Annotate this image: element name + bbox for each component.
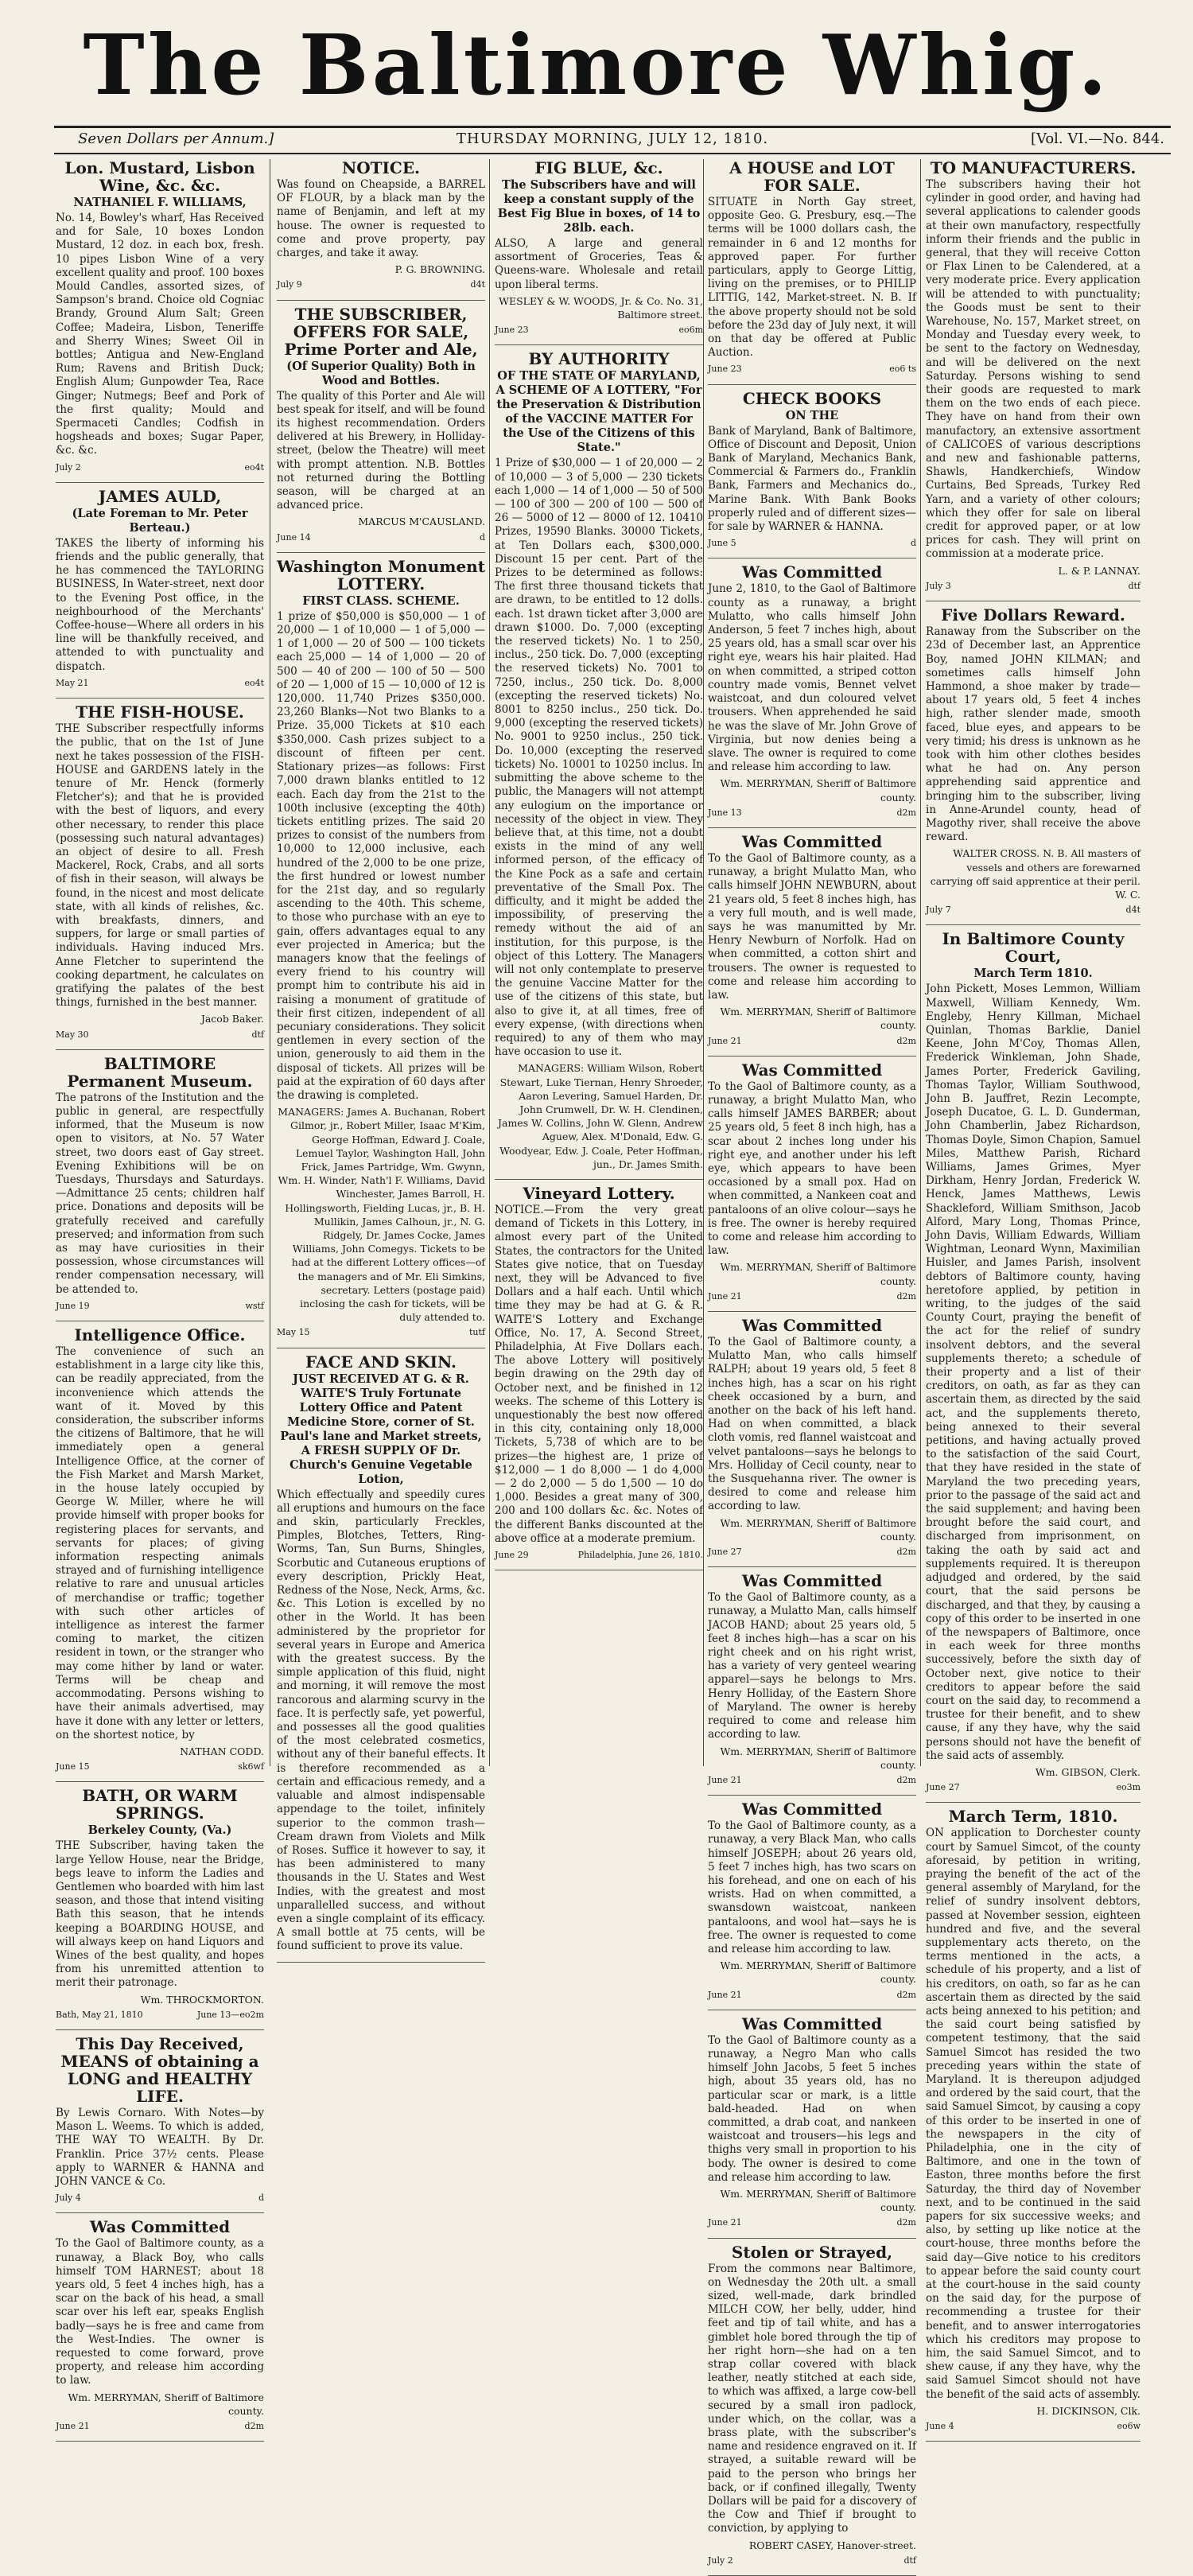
ad-body: June 2, 1810, to the Gaol of Baltimore county as a runaway, a bright Mulatto, who calls himself John Anderson, 5 feet 7 inches high, about 25 years old, has a small scar over his right eye, wears his hair plaited. Had on when committed, a striped cotton country made vomis, Bennet velvet waistcoat, and dun coloured velvet trousers. When apprehended he said he was the slave of Mr. John Grove of Virginia, but now denies being a slave. The owner is required to come and release him according to law. [708, 582, 916, 774]
ad-separator [277, 1962, 485, 1963]
advertisement [926, 606, 1141, 916]
ad-date: June 4 [926, 2421, 954, 2432]
ad-body: To the Gaol of Baltimore county, as a runaway, a bright Mulatto Man, who calls himself JAMES BARBER; about 25 years old, 5 feet 8 inch high, has a scar about 2 inches long under his right eye, and another under his left eye, which appears to have been occasioned by a small pox. Had on when committed, a Nankeen coat and pantaloons of an olive colour—says he is free. The owner is hereby required to come and release him according to law. [708, 1080, 916, 1258]
ad-code: eo6 ts [889, 364, 916, 375]
advertisement [277, 558, 485, 1340]
ad-separator [56, 2029, 264, 2030]
ad-body: To the Gaol of Baltimore county, as a runaway, a Black Boy, who calls himself TOM HARNEST; about 18 years old, 5 feet 4 inches high, has a scar on the back of his head, a small scar over his left ear, speaks English badly—says he is free and came from the West-Indies. The owner is requested to come forward, prove property, and release him according to law. [56, 2237, 264, 2387]
ad-title: BY AUTHORITY [528, 349, 670, 369]
advertisement [708, 1572, 916, 1787]
ad-subtitle: OF THE STATE OF MARYLAND, A SCHEME OF A LOTTERY, "For the Preservation & Distribution of the VACCINE MATTER For the Use of the Citizens of this State." [495, 369, 702, 455]
subscription-price: Seven Dollars per Annum.] [78, 130, 274, 147]
ad-separator [56, 2441, 264, 2442]
ad-code: d2m [896, 807, 916, 818]
ad-separator [708, 384, 916, 385]
advertisement [708, 1317, 916, 1558]
column-4 [708, 158, 916, 2566]
ad-title: FIG BLUE, &c. [534, 158, 663, 177]
ad-code: d2m [244, 2421, 264, 2432]
ad-title: Was Committed [741, 2014, 883, 2033]
ad-date: June 21 [708, 2217, 742, 2228]
ad-body: To the Gaol of Baltimore county, a Mulatto Man, who calls himself RALPH; about 19 years old, 5 feet 8 inches high, has a scar on his right cheek occasioned by a burn, and another on the back of his left hand. Had on when committed, a black cloth vomis, red flannel waistcoat and velvet pantaloons—says he belongs to Mrs. Holliday of Cecil county, near to the Susquehanna river. The owner is desired to come and release him according to law. [708, 1336, 916, 1513]
advertisement [56, 703, 264, 1041]
ad-separator [56, 2212, 264, 2213]
ad-code: eo4t [244, 461, 264, 473]
ad-title: Five Dollars Reward. [941, 605, 1125, 625]
ad-signature: Wm. MERRYMAN, Sheriff of Baltimore county. [720, 1006, 916, 1032]
ad-date: July 9 [277, 279, 302, 290]
ad-footer [708, 806, 916, 819]
advertisement [926, 1807, 1141, 2433]
ad-separator [708, 2238, 916, 2239]
ad-code: eo6m [678, 325, 703, 336]
ad-title: BATH, OR WARM SPRINGS. [82, 1786, 238, 1823]
ad-separator [277, 300, 485, 301]
ad-title: A HOUSE and LOT FOR SALE. [729, 158, 895, 195]
ad-date: July 3 [926, 580, 951, 591]
ad-signature: Wm. MERRYMAN, Sheriff of Baltimore county. [720, 2187, 916, 2214]
ad-title: In Baltimore County Court, [942, 929, 1125, 967]
ad-signature: MANAGERS: William Wilson, Robert Stewart, Luke Tiernan, Henry Shroeder, Aaron Levering, Samuel Harden, Dr. John Crumwell, Dr. W. H. Clendinen, James W. Collins, John W. Glenn, Andrew Aguew, Alex. M'Donald, Edw. G. Woodyear, Edw. J. Coale, Peter Hoffman, jun., Dr. James Smith. [497, 1062, 703, 1170]
ad-title: Was Committed [741, 1571, 883, 1591]
advertisement [495, 1185, 703, 1562]
advertisement [277, 1353, 485, 1954]
ad-date: July 4 [56, 2193, 81, 2204]
ad-footer [277, 1325, 485, 1339]
ad-body: THE Subscriber respectfully informs the public, that on the 1st of June next he takes possession of the FISH-HOUSE and GARDENS lately in the tenure of Mr. Henck (formerly Fletcher's); and that he is provided with the best of liquors, and every other necessary, to render this place (possessing such natural advantages) an object of desire to all. Fresh Mackerel, Rock, Crabs, and all sorts of fish in their season, will always be found, in the nicest and most delicate state, with all kinds of relishes, &c. with breakfasts, dinners, and suppers, for large or small parties of individuals. Having induced Mrs. Anne Fletcher to superintend the cooking department, he calculates on gratifying the palates of the best things, furnished in the best manner. [56, 722, 264, 1010]
ad-code: eo4t [244, 677, 264, 688]
ad-footer [56, 461, 264, 474]
ad-body: NOTICE.—From the very great demand of Tickets in this Lottery, in almost every part of the United States, the contractors for the United States give notice, that on Tuesday next, they will be Advanced to five Dollars and a half each. Until which time they may be had at G. & R. WAITE'S Lottery and Exchange Office, No. 17, A. Second Street, Philadelphia, At Five Dollars each. The above Lottery will positively begin drawing on the 29th day of October next, and be finished in 12 weeks. The scheme of this Lottery is unquestionably the best now offered in this city, containing only 18,000 Tickets, 5,738 of which are to be prizes—the highest are, 1 prize of $12,000 — 1 do 8,000 — 1 do 4,000 — 2 do 2,000 — 5 do 1,500 — 10 do 1,000. Besides a great many of 300, 200 and 100 dollars &c. &c. Notes of the different Banks discounted at the above office at a moderate premium. [495, 1203, 703, 1545]
ad-title: This Day Received, MEANS of obtaining a LONG and HEALTHY LIFE. [60, 2033, 259, 2106]
ad-title: March Term, 1810. [948, 1807, 1118, 1827]
ad-signature: Wm. MERRYMAN, Sheriff of Baltimore county. [720, 1261, 916, 1287]
column-divider [703, 159, 704, 1766]
ad-date: June 21 [708, 1774, 742, 1785]
ad-body: The subscribers having their hot cylinder in good order, and having had several applications to calender goods at their own manufactory, respectfully inform their friends and the public in general, that they will receive Cotton or Flax Linen to be Calendered, at a very moderate price. Every application will be attended to with punctuality; the Goods must be sent to their Warehouse, No. 157, Market street, on Monday and Tuesday every week, to be sent to the factory on Wednesday, and will be delivered on the next Saturday. Persons wishing to send their goods are requested to mark them on the two ends of each piece. They have on hand from their own manufactory, an extensive assortment of CALICOES of various descriptions and new and fashionable patterns, Shawls, Handkerchiefs, Window Curtains, Bed Spreads, Turkey Red Yarn, and a variety of other colours; which they offer for sale on liberal credit for approved paper, or at low prices for cash. They will print on commission at a moderate price. [926, 178, 1141, 561]
advertisement [56, 2218, 264, 2433]
ad-title: Washington Monument LOTTERY. [277, 556, 485, 593]
ad-footer [56, 1028, 264, 1041]
advertisement [56, 1055, 264, 1313]
ad-date: July 2 [708, 2555, 733, 2566]
ad-signature: Wm. GIBSON, Clerk. [1035, 1765, 1141, 1778]
ad-signature: Wm. MERRYMAN, Sheriff of Baltimore county. [720, 777, 916, 804]
ad-subtitle: FIRST CLASS. SCHEME. [302, 593, 460, 608]
ad-date: June 23 [708, 364, 742, 375]
ad-separator [708, 827, 916, 828]
ad-date: May 21 [56, 677, 89, 688]
ad-separator [926, 2441, 1141, 2442]
ad-footer [56, 676, 264, 690]
ad-separator [926, 1802, 1141, 1803]
advertisement [708, 1061, 916, 1303]
masthead: The Baltimore Whig. [83, 16, 1110, 114]
ad-separator [56, 482, 264, 483]
advertisement [56, 488, 264, 690]
ad-footer [277, 531, 485, 544]
ad-title: THE SUBSCRIBER, OFFERS FOR SALE, Prime Porter and Ale, [284, 304, 478, 359]
ad-separator [56, 1049, 264, 1050]
ad-title: Was Committed [741, 1800, 883, 1819]
ad-title: BALTIMORE Permanent Museum. [67, 1053, 253, 1091]
ad-signature: WALTER CROSS. N. B. All masters of vessels and others are forewarned carrying off said apprentice at their peril. W. C. [930, 847, 1141, 901]
ad-body: The patrons of the Institution and the public in general, are respectfully informed, that the Museum is now open to visitors, at No. 57 Water street, two doors east of Gay street. Evening Exhibitions will be on Tuesdays, Thursdays and Saturdays.—Admittance 25 cents; children half price. Donations and deposits will be gratefully received and carefully preserved; and information from such as may have curiosities in their possession, whose circumstances will render compensation necessary, will be attended to. [56, 1091, 264, 1296]
ad-body: 1 Prize of $30,000 — 1 of 20,000 — 2 of 10,000 — 3 of 5,000 — 230 tickets each 1,000 — 14 of 1,000 — 50 of 500 — 100 of 300 — 200 of 100 — 500 of 26 — 5000 of 12 — 8000 of 12. 10410 Prizes, 19590 Blanks. 30000 Tickets, at Ten Dollars each, $300,000. Discount 15 per cent. Part of the Prizes to be determined as follows: The first three thousand tickets that are drawn, to be entitled to 12 dolls. each. 1st drawn ticket after 3,000 are drawn $1000. Do. 7,000 (excepting the reserved tickets) No. 1 to 250, inclus., 250 tick. Do. 7,000 (excepting the reserved tickets) No. 7001 to 7250, inclus., 250 tick. Do. 8,000 (excepting the reserved tickets) No. 8001 to 8250 inclus., 250 tick. Do. 9,000 (excepting the reserved tickets) No. 9001 to 9250 inclus., 250 tick. Do. 10,000 (excepting the reserved tickets) No. 10001 to 10250 inclus. In submitting the above scheme to the public, the Managers will not attempt any eulogium on the importance or necessity of the object in view. They believe that, at this time, not a doubt exists in the mind of any well informed person, of the efficacy of the Kine Pock as a safe and certain preventative of the Small Pox. The difficulty, and it might be added the impossibility, of preserving the remedy without the aid of an institution, for this purpose, is the object of this Lottery. The Managers will not only contemplate to preserve the genuine Vaccine Matter for the use of the citizens of this state, but also to give it, at all times, free of every expense, (with directions when required) to any of them who may have occasion to use it. [495, 457, 703, 1059]
ad-title: Was Committed [741, 1316, 883, 1336]
ad-code: d2m [896, 1547, 916, 1558]
advertisement [56, 1326, 264, 1773]
ad-title: Stolen or Strayed, [731, 2242, 893, 2262]
ad-footer [926, 1780, 1141, 1794]
ad-code: d2m [896, 1035, 916, 1046]
advertisement [56, 2035, 264, 2204]
ad-code: sk6wf [238, 1761, 264, 1772]
ad-code: eo6w [1117, 2421, 1141, 2432]
ad-body: ALSO, A large and general assortment of Groceries, Teas & Queens-ware. Wholesale and retail upon liberal terms. [495, 237, 703, 291]
ad-body: The convenience of such an establishment in a large city like this, can be readily appreciated, from the inconvenience which attends the want of it. Moved by this consideration, the subscriber informs the citizens of Baltimore, that he will immediately open a general Intelligence Office, at the corner of the Fish Market and Marsh Market, in the house lately occupied by George W. Miller, where he will provide himself with proper books for registering places for servants, and servants for places; of giving information respecting animals strayed and of furnishing intelligence relative to rare and unusual articles of merchandise or traffic; together with such other articles of intelligence as interest the farmer coming to market, the citizen resident in town, or the stranger who may come hither by land or water. Terms will be cheap and accommodating. Persons wishing to have their animals advertised, may have it done with any letter or letters, on the shortest notice, by [56, 1345, 264, 1741]
ad-subtitle: Berkeley County, (Va.) [87, 1823, 232, 1838]
ad-separator [708, 1795, 916, 1796]
ad-date: May 30 [56, 1029, 89, 1040]
ad-title: Vineyard Lottery. [523, 1183, 675, 1203]
advertisement [708, 159, 916, 376]
issue-date: THURSDAY MORNING, JULY 12, 1810. [456, 130, 769, 147]
ad-body: From the commons near Baltimore, on Wednesday the 20th ult. a small sized, well-made, dark brindled MILCH COW, her belly, udder, hind feet and tip of tail white, and has a gimblet hole bored through the tip of her right horn—she had on a ten strap collar covered with black leather, neatly stitched at each side, to which was affixed, a large cow-bell secured by a small iron padlock, under which, on the collar, was a brass plate, with the subscriber's name and residence engraved on it. If strayed, a suitable reward will be paid to the person who brings her back, or if confined illegally, Twenty Dollars will be paid for a discovery of the Cow and Thief if brought to conviction, by applying to [708, 2262, 916, 2535]
ad-body: SITUATE in North Gay street, opposite Geo. G. Presbury, esq.—The terms will be 1000 dollars cash, the remainder in 6 and 12 months for approved paper. For further particulars, apply to George Littig, living on the premises, or to PHILIP LITTIG, 142, Market-street. N. B. If the above property should not be sold before the 23d day of July next, it will on that day be offered at Public Auction. [708, 196, 916, 360]
ad-date: June 15 [56, 1761, 90, 1772]
ad-footer [708, 536, 916, 550]
ad-date: July 7 [926, 905, 951, 916]
ad-code: Philadelphia, June 26, 1810. [577, 1550, 703, 1561]
ad-title: Was Committed [89, 2217, 231, 2237]
ad-title: FACE AND SKIN. [305, 1352, 457, 1372]
ad-date: June 19 [56, 1300, 90, 1311]
ad-code: d4t [1125, 905, 1141, 916]
advertisement [708, 390, 916, 551]
ad-subtitle: NATHANIEL F. WILLIAMS, [73, 196, 247, 209]
ad-signature: Jacob Baker. [200, 1013, 264, 1025]
advertisement [495, 350, 703, 1171]
ad-date: June 29 [495, 1550, 529, 1561]
ad-subtitle: ON THE [785, 408, 839, 422]
ad-date: June 21 [708, 1035, 742, 1046]
ad-body: To the Gaol of Baltimore county, as a runaway, a Mulatto Man, calls himself JACOB HAND; about 25 years old, 5 feet 8 inches high—has a scar on his right cheek and on his right wrist, has a variety of very genteel wearing apparel—says he belongs to Mrs. Henry Holliday, of the Eastern Shore of Maryland. The owner is hereby required to come and release him according to law. [708, 1591, 916, 1741]
ad-signature: P. G. BROWNING. [394, 263, 485, 276]
advertisement [926, 930, 1141, 1794]
ad-title: JAMES AULD, [98, 486, 222, 506]
ad-body: Which effectually and speedily cures all eruptions and humours on the face and skin, particularly Freckles, Pimples, Blotches, Tetters, Ring-Worms, Tan, Sun Burns, Shingles, Scorbutic and Cutaneous eruptions of every description, Prickly Heat, Redness of the Nose, Neck, Arms, &c. &c. This Lotion is excelled by no other in the World. It has been administered by the proprietor for several years in Europe and America with the greatest success. By the simple application of this fluid, night and morning, it will remove the most rancorous and alarming scurvy in the face. It is perfectly safe, yet powerful, and possesses all the good qualities of the most celebrated cosmetics, without any of their baneful effects. It is therefore recommended as a certain and efficacious remedy, and a valuable and almost indispensable appendage to the toilet, infinitely superior to the common trash—Cream drawn from Violets and Milk of Roses. Suffice it however to say, it has been administered to many thousands in the U. States and West Indies, with the greatest and most unparallelled success, and without even a single complaint of its efficacy. A small bottle at 75 cents, will be found sufficient to prove its value. [277, 1488, 485, 1953]
advertisement [708, 2243, 916, 2567]
dateline-rule [54, 153, 1171, 154]
ad-title: NOTICE. [341, 158, 421, 177]
ad-body: Ranaway from the Subscriber on the 23d of December last, an Apprentice Boy, named JOHN KILMAN; and sometimes calls himself John Hammond, a shoe maker by trade—about 17 years old, 5 feet 4 inches high, rather slender made, smooth faced, blue eyes, and appears to be very timid; his dress is unknown as he took with him other clothes besides what he had on. Any person apprehending said apprentice and bringing him to the subscriber, living in Anne-Arundel county, head of Magothy river, shall receive the above reward. [926, 625, 1141, 844]
ad-body: Bank of Maryland, Bank of Baltimore, Office of Discount and Deposit, Union Bank of Maryland, Mechanics Bank, Commercial & Farmers do., Franklin Bank, Farmers and Mechanics do., Marine Bank. With Bank Books properly ruled and of different sizes—for sale by WARNER & HANNA. [708, 424, 916, 534]
ad-code: tutf [469, 1327, 485, 1338]
ad-separator [277, 552, 485, 553]
ad-footer [708, 1988, 916, 2002]
ad-code: June 13—eo2m [196, 2009, 264, 2020]
ad-code: d2m [896, 1774, 916, 1785]
ad-separator [708, 1311, 916, 1312]
ad-footer [926, 579, 1141, 593]
ad-body: ON application to Dorchester county court by Samuel Simcot, of the county aforesaid, by petition in writing, praying the benefit of the act of the general assembly of Maryland, for the relief of sundry insolvent debtors, passed at November session, eighteen hundred and five, and the several supplementary acts thereto, on the terms mentioned in the acts, a schedule of his property, and a list of his creditors, on oath, so far as he can ascertain them as directed by the said acts being annexed to his petition; and the said court being satisfied by competent testimony, that the said Samuel Simcot has resided the two preceding years within the state of Maryland. It is thereupon adjudged and ordered by the said court, that the said Samuel Simcot, by causing a copy of this order to be inserted in one of the newspapers in the city of Philadelphia, one in the city of Baltimore, and one in the town of Easton, three months before the first Saturday, the third day of November next, and to be continued in the said papers for six successive weeks; and also, by setting up like notice at the court-house, three months before the said day—Give notice to his creditors to appear before the said county court at the court-house in the said county on the said day, for the purpose of recommending a trustee for their benefit, and to answer interrogatories which his creditors may propose to him, the said Samuel Simcot, and to shew cause, if any they have, why the said Samuel Simcot should not have the benefit of the said acts of assembly. [926, 1827, 1141, 2401]
ad-subtitle: The Subscribers have and will keep a constant supply of the Best Fig Blue in boxes, of 14 to 28lb. each. [497, 178, 701, 235]
ad-body: 1 prize of $50,000 is $50,000 — 1 of 20,000 — 1 of 10,000 — 1 of 5,000 — 1 of 1,000 — 20 of 500 — 100 tickets each 25,000 — 14 of 1,000 — 20 of 500 — 40 of 200 — 100 of 50 — 500 of 20 — 1,000 of 15 — 10,000 of 12 is 120,000. 11,740 Prizes $350,000. 23,260 Blanks—Not two Blanks to a Prize. 35,000 Tickets at $10 each $350,000. Cash prizes subject to a discount of fifteen per cent. Stationary prizes—as follows: First 7,000 drawn blanks entitled to 12 each. Each day from the 21st to the 100th inclusive (excepting the 40th) tickets entitling prizes. The said 20 prizes to consist of the numbers from 10,000 to 12,000 inclusive, each hundred of the 2,000 to be one prize, the first hundred or lowest number for the 21st day, and so regularly ascending to the 40th. This scheme, to those who purchase with an eye to gain, offers advantages equal to any ever projected in America; but the managers know that the feelings of every friend to his country will prompt him to contribute his aid in raising a monument of gratitude of their first citizen, independent of all pecuniary considerations. They solicit gentlemen in every section of the union, generously to aid them in the disposal of tickets. All prizes will be paid at the expiration of 60 days after the drawing is completed. [277, 609, 485, 1102]
ad-code: d [479, 531, 485, 543]
column-3 [495, 159, 703, 1766]
advertisement [56, 1787, 264, 2021]
ad-body: TAKES the liberty of informing his friends and the public generally, that he has commenced the TAYLORING BUSINESS, In Water-street, next door to the Evening Post office, in the neighbourhood of the Merchants' Coffee-house—Where all orders in his line will be thankfully received, and attended to with punctuality and dispatch. [56, 536, 264, 673]
ad-signature: Wm. MERRYMAN, Sheriff of Baltimore county. [720, 1745, 916, 1771]
ad-signature: H. DICKINSON, Clk. [1036, 2404, 1141, 2417]
ad-signature: ROBERT CASEY, Hanover-street. [748, 2539, 916, 2551]
ad-date: June 27 [926, 1782, 960, 1793]
ad-footer [56, 2419, 264, 2433]
ad-code: d2m [896, 2217, 916, 2228]
ad-title: Intelligence Office. [74, 1325, 246, 1345]
advertisement [708, 1800, 916, 2002]
ad-separator [495, 344, 703, 345]
volume-number: [Vol. VI.—No. 844. [1030, 130, 1164, 147]
ad-separator [495, 1179, 703, 1180]
ad-footer [926, 903, 1141, 916]
ad-subtitle: (Of Superior Quality) Both in Wood and Bottles. [286, 359, 476, 387]
ad-body: The quality of this Porter and Ale will best speak for itself, and will be found its highest recommendation. Orders delivered at his Brewery, in Holliday-street, (below the Theatre) will meet with prompt attention. N.B. Bottles not returned during the Bottling season, will be charged at an advanced price. [277, 389, 485, 512]
ad-separator [926, 924, 1141, 925]
ad-footer [708, 1034, 916, 1048]
advertisement [708, 833, 916, 1048]
ad-code: d [258, 2193, 264, 2204]
ad-date: Bath, May 21, 1810 [56, 2009, 143, 2020]
ad-signature: Wm. MERRYMAN, Sheriff of Baltimore county. [720, 1959, 916, 1986]
ad-title: THE FISH-HOUSE. [76, 702, 244, 722]
ad-body: By Lewis Cornaro. With Notes—by Mason L. Weems. To which is added, THE WAY TO WEALTH. By Dr. Franklin. Price 37½ cents. Please apply to WARNER & HANNA and JOHN VANCE & Co. [56, 2106, 264, 2188]
ad-body: THE Subscriber, having taken the large Yellow House, near the Bridge, begs leave to inform the Ladies and Gentlemen who boarded with him last season, and those that intend visiting Bath this season, that he intends keeping a BOARDING HOUSE, and will always keep on hand Liquors and Wines of the best quality, and hopes from his unremitted attention to merit their patronage. [56, 1839, 264, 1990]
column-divider [489, 159, 490, 1766]
ad-signature: NATHAN CODD. [180, 1745, 264, 1757]
ad-code: eo3m [1116, 1782, 1141, 1793]
ad-date: June 21 [708, 1290, 742, 1302]
ad-code: dtf [251, 1029, 264, 1040]
ad-footer [708, 362, 916, 376]
advertisement [926, 159, 1141, 593]
ad-title: Was Committed [741, 562, 883, 582]
masthead-rule [54, 126, 1171, 128]
ad-footer [277, 278, 485, 291]
ad-subtitle: (Late Foreman to Mr. Peter Berteau.) [72, 506, 248, 535]
ad-separator [708, 1566, 916, 1567]
column-1 [56, 158, 264, 2432]
ad-title: CHECK BOOKS [742, 388, 882, 408]
ad-footer [56, 2008, 264, 2021]
ad-code: dtf [1128, 580, 1141, 591]
ad-footer [56, 1760, 264, 1773]
ad-subtitle: JUST RECEIVED AT G. & R. WAITE'S Truly Fortunate Lottery Office and Patent Medicine Store, corner of St. Paul's lane and Market streets, A FRESH SUPPLY OF Dr. Church's Genuine Vegetable Lotion, [280, 1372, 482, 1486]
ad-footer [708, 2216, 916, 2229]
ad-body: To the Gaol of Baltimore county, as a runaway, a bright Mulatto Man, who calls himself JOHN NEWBURN, about 21 years old, 5 feet 8 inches high, has a very full mouth, and is well made, says he was manumitted by Mr. Henry Newburn of Norfolk. Had on when committed, a cotton shirt and trousers. The owner is requested to come and release him according to law. [708, 851, 916, 1002]
ad-footer [926, 2419, 1141, 2433]
ad-footer [495, 323, 703, 337]
ad-code: d4t [470, 279, 485, 290]
ad-footer [708, 2554, 916, 2567]
ad-separator [56, 1781, 264, 1782]
column-divider [920, 159, 921, 1766]
ad-date: June 21 [708, 1989, 742, 2000]
ad-footer [56, 1299, 264, 1313]
ad-subtitle: March Term 1810. [973, 967, 1093, 981]
ad-date: July 2 [56, 461, 81, 473]
ad-code: d2m [896, 1989, 916, 2000]
ad-title: Was Committed [741, 1060, 883, 1080]
ad-signature: MARCUS M'CAUSLAND. [358, 516, 485, 528]
ad-footer [708, 1773, 916, 1787]
ad-signature: Wm. MERRYMAN, Sheriff of Baltimore county. [68, 2391, 264, 2417]
ad-title: TO MANUFACTURERS. [930, 158, 1137, 177]
advertisement [495, 159, 703, 337]
ad-code: d2m [896, 1290, 916, 1302]
ad-body: To the Gaol of Baltimore county, as a runaway, a very Black Man, who calls himself JOSEPH; about 26 years old, 5 feet 7 inches high, has two scars on his forehead, and one on each of his wrists. Had on when committed, a swansdown waistcoat, nankeen pantaloons, and wool hat—says he is free. The owner is requested to come and release him according to law. [708, 1819, 916, 1955]
ad-body: To the Gaol of Baltimore county as a runaway, a Negro Man who calls himself John Jacobs, 5 feet 5 inches high, about 35 years old, has no particular scar or mark, is a little bald-headed. Had on when committed, a drab coat, and nankeen waistcoat and trousers—his legs and thighs very small in proportion to his body. The owner is desired to come and release him according to law. [708, 2033, 916, 2184]
ad-signature: WESLEY & W. WOODS, Jr. & Co. No. 31, Baltimore street. [499, 294, 703, 321]
ad-signature: Wm. THROCKMORTON. [140, 1993, 264, 2006]
ad-body: Was found on Cheapside, a BARREL OF FLOUR, by a black man by the name of Benjamin, and left at my house. The owner is requested to come and prove property, pay charges, and take it away. [277, 178, 485, 260]
column-5 [926, 158, 1141, 2432]
ad-date: June 14 [277, 531, 311, 543]
ad-title: Was Committed [741, 831, 883, 851]
ad-date: May 15 [277, 1327, 310, 1338]
ad-body: No. 14, Bowley's wharf, Has Received and for Sale, 10 boxes London Mustard, 12 doz. in each box, fresh. 10 pipes Lisbon Wine of a very excellent quality and proof. 100 boxes Mould Candles, assorted sizes, of Sampson's brand. Choice old Cogniac Brandy, Ground Alum Salt; Green Coffee; Madeira, Lisbon, Teneriffe and Sherry Wines; Sweet Oil in bottles; Antigua and New-England Rum; Ravens and British Duck; English Alum; Gunpowder Tea, Race Ginger; Nutmegs; Beef and Pork of the first quality; Mould and Spermaceti Candles; Codfish in hogsheads and boxes; Sugar Paper, &c. &c. [56, 212, 264, 457]
ad-date: June 13 [708, 807, 742, 818]
ad-date: June 23 [495, 325, 529, 336]
ad-signature: Wm. MERRYMAN, Sheriff of Baltimore county. [720, 1516, 916, 1543]
ad-date: June 27 [708, 1547, 742, 1558]
ad-footer [495, 1548, 703, 1562]
ad-code: d [910, 538, 916, 549]
ad-body: John Pickett, Moses Lemmon, William Maxwell, William Kennedy, Wm. Engleby, Henry Killman, Michael Quinlan, Thomas Barklie, Daniel Keene, John M'Coy, Thomas Allen, Frederick Winkleman, John Shade, James Porter, Frederick Gaviling, Thomas Taylor, William Southwood, John B. Jauffret, Rezin Lecompte, Joseph Ducatoe, G. L. D. Gunderman, John Chamberlin, Jabez Richardson, Thomas Doyle, Simon Chapion, Samuel Miles, Matthew Parish, Richard Williams, James Grimes, Myer Dirkham, Henry Jordan, Frederick W. Henck, James Matthews, Lewis Shackleford, William Smithson, Jacob Alford, Mary Long, Thomas Prince, John Davis, William Edwards, William Wightman, Leonard Wynn, Maximilian Huisler, and James Parish, insolvent debtors of Baltimore county, having heretofore applied, by petition in writing, to the judges of the said County Court, praying the benefit of the act for the relief of sundry insolvent debtors, and the several supplements thereto; a schedule of their property and a list of their creditors, on oath, as far as they can ascertain them, as directed by the said act, and the supplements thereto, being annexed to their several petitions, and having actually proved to the satisfaction of the said Court, that they have resided in the state of Maryland the two preceding years, prior to the passage of the said act and the said supplement; and having been brought before the said court, and discharged from imprisonment, on taking the oath by said act and supplements required. It is thereupon adjudged and ordered, by the said court, that the said persons be discharged, and that they, by causing a copy of this order to be inserted in one of the newspapers of Baltimore, once in each week for three months successively, before the sixth day of October next, give notice to their creditors to appear before the said court on the said day, to recommend a trustee for their benefit, and to shew cause, if any they have, why the said persons should not have the benefit of the said acts of assembly. [926, 983, 1141, 1762]
ad-footer [708, 1290, 916, 1303]
ad-signature: MANAGERS: James A. Buchanan, Robert Gilmor, jr., Robert Miller, Isaac M'Kim, George Hoffman, Edward J. Coale, Lemuel Taylor, Washington Hall, John Frick, James Partridge, Wm. Gwynn, Wm. H. Winder, Nath'l F. Williams, David Winchester, James Barroll, H. Hollingsworth, Fielding Lucas, jr., B. H. Mullikin, James Calhoun, jr., N. G. Ridgely, Dr. James Cocke, James Williams, John Comegys. Tickets to be had at the different Lottery offices—of the managers and of Mr. Eli Simkins, secretary. Letters (postage paid) inclosing the cash for tickets, will be duly attended to. [278, 1106, 485, 1324]
ad-date: June 5 [708, 538, 736, 549]
advertisement [708, 2015, 916, 2230]
advertisement [277, 305, 485, 544]
advertisement [708, 563, 916, 819]
advertisement [277, 159, 485, 292]
ad-footer [708, 1545, 916, 1558]
ad-footer [56, 2191, 264, 2204]
ad-signature: L. & P. LANNAY. [1058, 564, 1141, 577]
dateline [54, 130, 1171, 151]
advertisement [56, 159, 264, 474]
ad-code: dtf [903, 2555, 916, 2566]
ad-code: wstf [245, 1300, 264, 1311]
ad-date: June 21 [56, 2421, 90, 2432]
column-2 [277, 158, 485, 1953]
ad-title: Lon. Mustard, Lisbon Wine, &c. &c. [64, 158, 255, 195]
